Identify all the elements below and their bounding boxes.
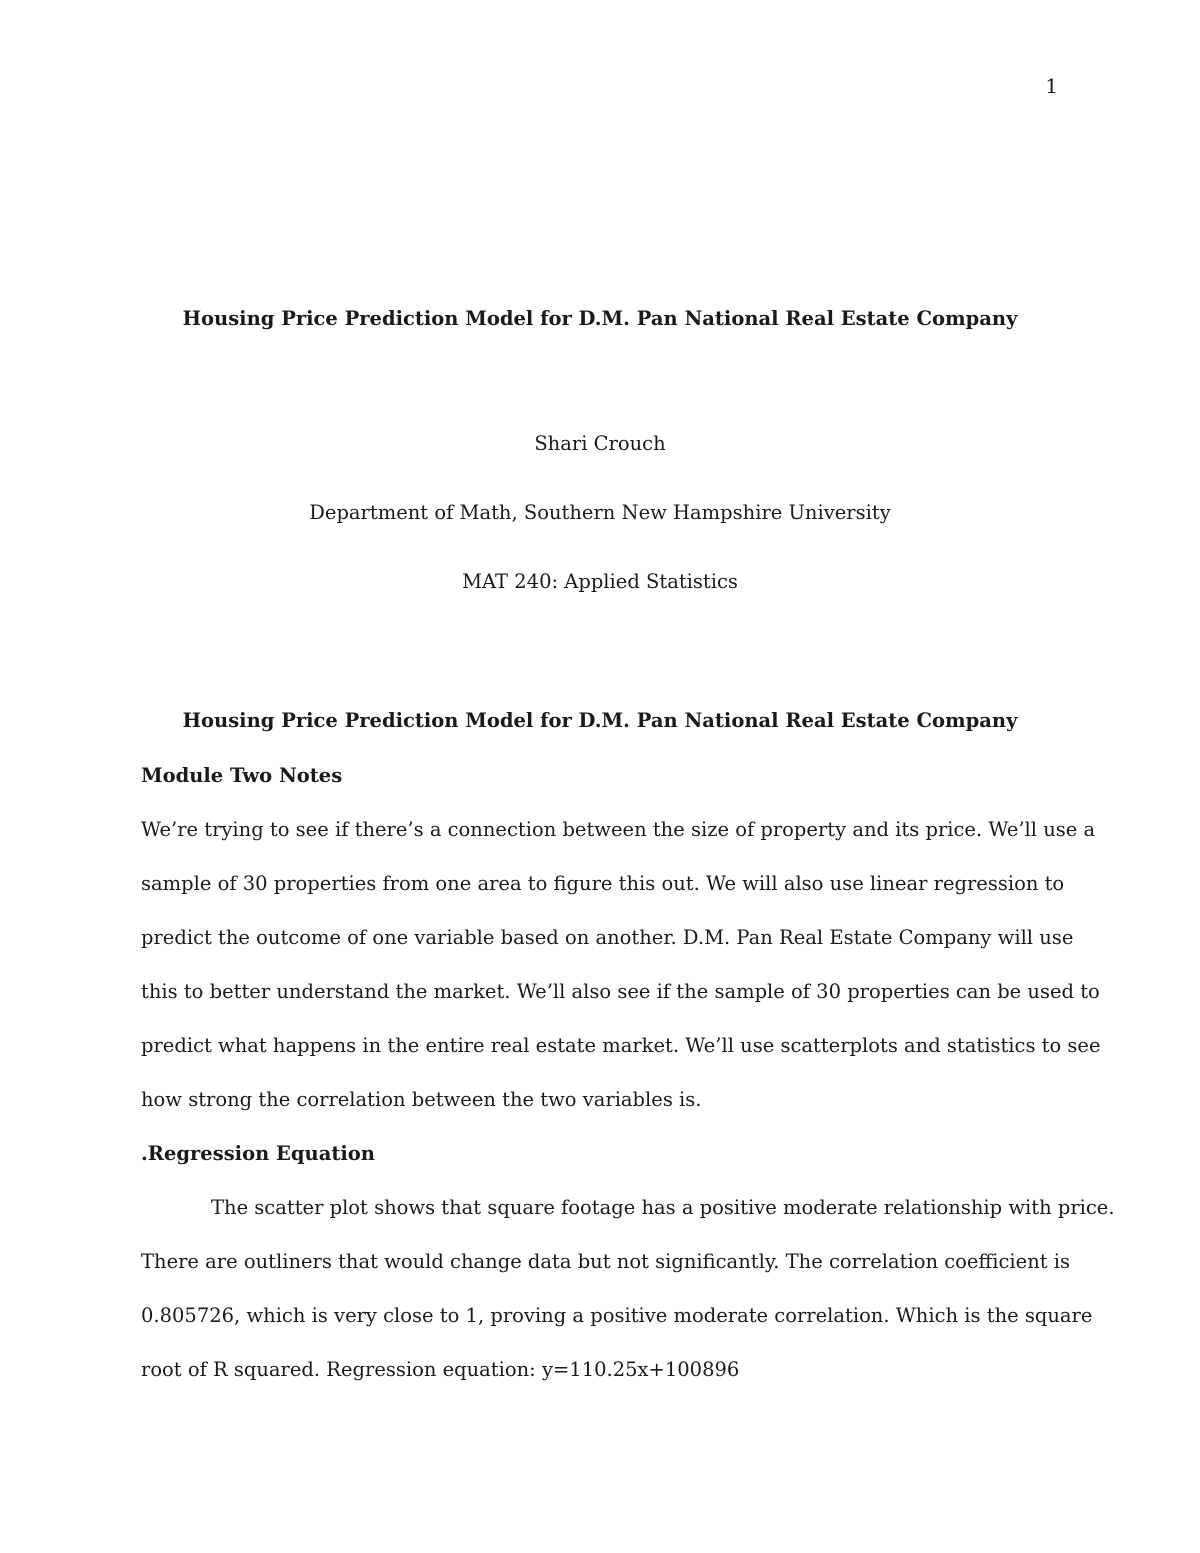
title-page-title: Housing Price Prediction Model for D.M. Pan National Real Estate Company: [182, 307, 1018, 330]
title-page-block: [0, 304, 1200, 334]
paragraph-regression-equation: [141, 1181, 1115, 1397]
paragraph-line: The scatter plot shows that square footage has a positive moderate relationship with price.: [211, 1196, 1115, 1219]
paragraph-line: predict the outcome of one variable based on another. D.M. Pan Real Estate Company will use: [141, 926, 1074, 949]
paragraph-line: 0.805726, which is very close to 1, proving a positive moderate correlation. Which is the square: [141, 1304, 1093, 1327]
section-heading-regression-equation: .Regression Equation: [141, 1142, 375, 1165]
paragraph-line: root of R squared. Regression equation: y=110.25x+100896: [141, 1358, 740, 1381]
paragraph-line: There are outliners that would change data but not significantly. The correlation coefficient is: [141, 1250, 1071, 1273]
body-title: Housing Price Prediction Model for D.M. Pan National Real Estate Company: [182, 709, 1018, 732]
paragraph-line: predict what happens in the entire real estate market. We’ll use scatterplots and statistics to see: [141, 1034, 1101, 1057]
paragraph-module-two-notes: [141, 803, 1101, 1127]
page-number: 1: [1045, 74, 1058, 98]
department-affiliation: Department of Math, Southern New Hampshire University: [309, 501, 891, 524]
paragraph-line: how strong the correlation between the two variables is.: [141, 1088, 702, 1111]
section-heading-module-two-notes: Module Two Notes: [141, 764, 343, 787]
paragraph-line: this to better understand the market. We’ll also see if the sample of 30 properties can be used to: [141, 980, 1100, 1003]
paragraph-line: sample of 30 properties from one area to figure this out. We will also use linear regression to: [141, 872, 1065, 895]
author-name: Shari Crouch: [534, 432, 666, 455]
paragraph-line: We’re trying to see if there’s a connection between the size of property and its price. We’ll use a: [141, 818, 1096, 841]
course-name: MAT 240: Applied Statistics: [462, 570, 738, 593]
